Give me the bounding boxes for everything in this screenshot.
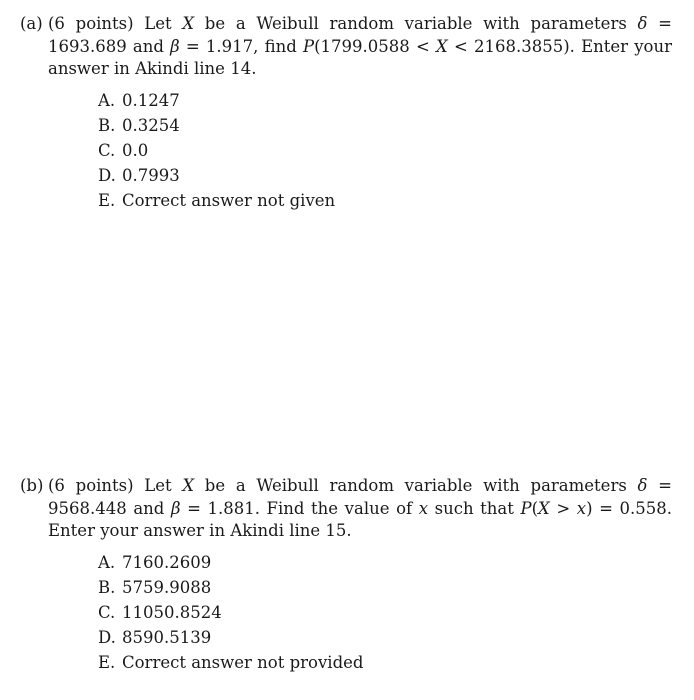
stem-text: = 9568.448 and (48, 476, 672, 518)
math-var: β (170, 498, 181, 518)
choice-text: 8590.5139 (122, 627, 212, 647)
math-var: x (576, 498, 587, 518)
math-var: P (303, 36, 315, 56)
stem-text: = 1693.689 and (48, 14, 672, 56)
problem-b (20, 475, 672, 675)
problem-b-stem (20, 475, 672, 543)
choice-b[interactable] (98, 575, 672, 600)
choice-a[interactable] (98, 88, 672, 113)
problem-b-label: (b) (20, 476, 44, 495)
choice-c[interactable] (98, 600, 672, 625)
stem-text: = 1.917, find (179, 36, 303, 56)
choice-text: Correct answer not provided (122, 652, 364, 672)
stem-text: be a Weibull random variable with parameters (194, 476, 638, 495)
choice-text: 11050.8524 (122, 602, 222, 622)
choice-letter: E. (98, 190, 116, 210)
choice-d[interactable] (98, 625, 672, 650)
problem-a-choices (20, 88, 672, 213)
choice-a[interactable] (98, 550, 672, 575)
choice-letter: A. (98, 552, 116, 572)
problem-a-label: (a) (20, 14, 43, 33)
math-var: β (170, 36, 180, 56)
stem-text: ) = 0.558. Enter your answer in Akindi line 15. (48, 498, 672, 540)
math-var: X (182, 14, 195, 33)
stem-text: = 1.881. Find the value of (180, 498, 419, 518)
choice-letter: D. (98, 165, 116, 185)
problem-a-stem (20, 13, 672, 81)
choice-letter: B. (98, 115, 116, 135)
math-var: x (418, 498, 429, 518)
choice-text: 7160.2609 (122, 552, 212, 572)
choice-d[interactable] (98, 163, 672, 188)
math-var: δ (637, 14, 648, 33)
stem-text: (6 points) Let (48, 14, 183, 33)
choice-text: 0.1247 (122, 90, 180, 110)
choice-letter: E. (98, 652, 116, 672)
choice-text: 5759.9088 (122, 577, 212, 597)
stem-text: (6 points) Let (48, 476, 183, 495)
choice-text: 0.0 (122, 140, 149, 160)
choice-text: 0.3254 (122, 115, 180, 135)
choice-b[interactable] (98, 113, 672, 138)
stem-text: > (549, 498, 577, 518)
choice-letter: C. (98, 140, 116, 160)
problem-a (20, 13, 672, 213)
choice-e[interactable] (98, 188, 672, 213)
math-var: P (520, 498, 532, 518)
stem-text: (1799.0588 < (314, 36, 436, 56)
choice-text: Correct answer not given (122, 190, 336, 210)
choice-e[interactable] (98, 650, 672, 675)
choice-c[interactable] (98, 138, 672, 163)
choice-letter: D. (98, 627, 116, 647)
math-var: X (182, 476, 195, 495)
stem-text: such that (428, 498, 521, 518)
choice-letter: B. (98, 577, 116, 597)
problem-b-choices (20, 550, 672, 675)
choice-letter: C. (98, 602, 116, 622)
stem-text: ( (531, 498, 539, 518)
stem-text: be a Weibull random variable with parameters (194, 14, 638, 33)
math-var: X (436, 36, 448, 56)
math-var: X (538, 498, 550, 518)
math-var: δ (637, 476, 648, 495)
choice-letter: A. (98, 90, 116, 110)
stem-text: < 2168.3855). Enter your answer in Akindi line 14. (48, 36, 672, 78)
choice-text: 0.7993 (122, 165, 180, 185)
